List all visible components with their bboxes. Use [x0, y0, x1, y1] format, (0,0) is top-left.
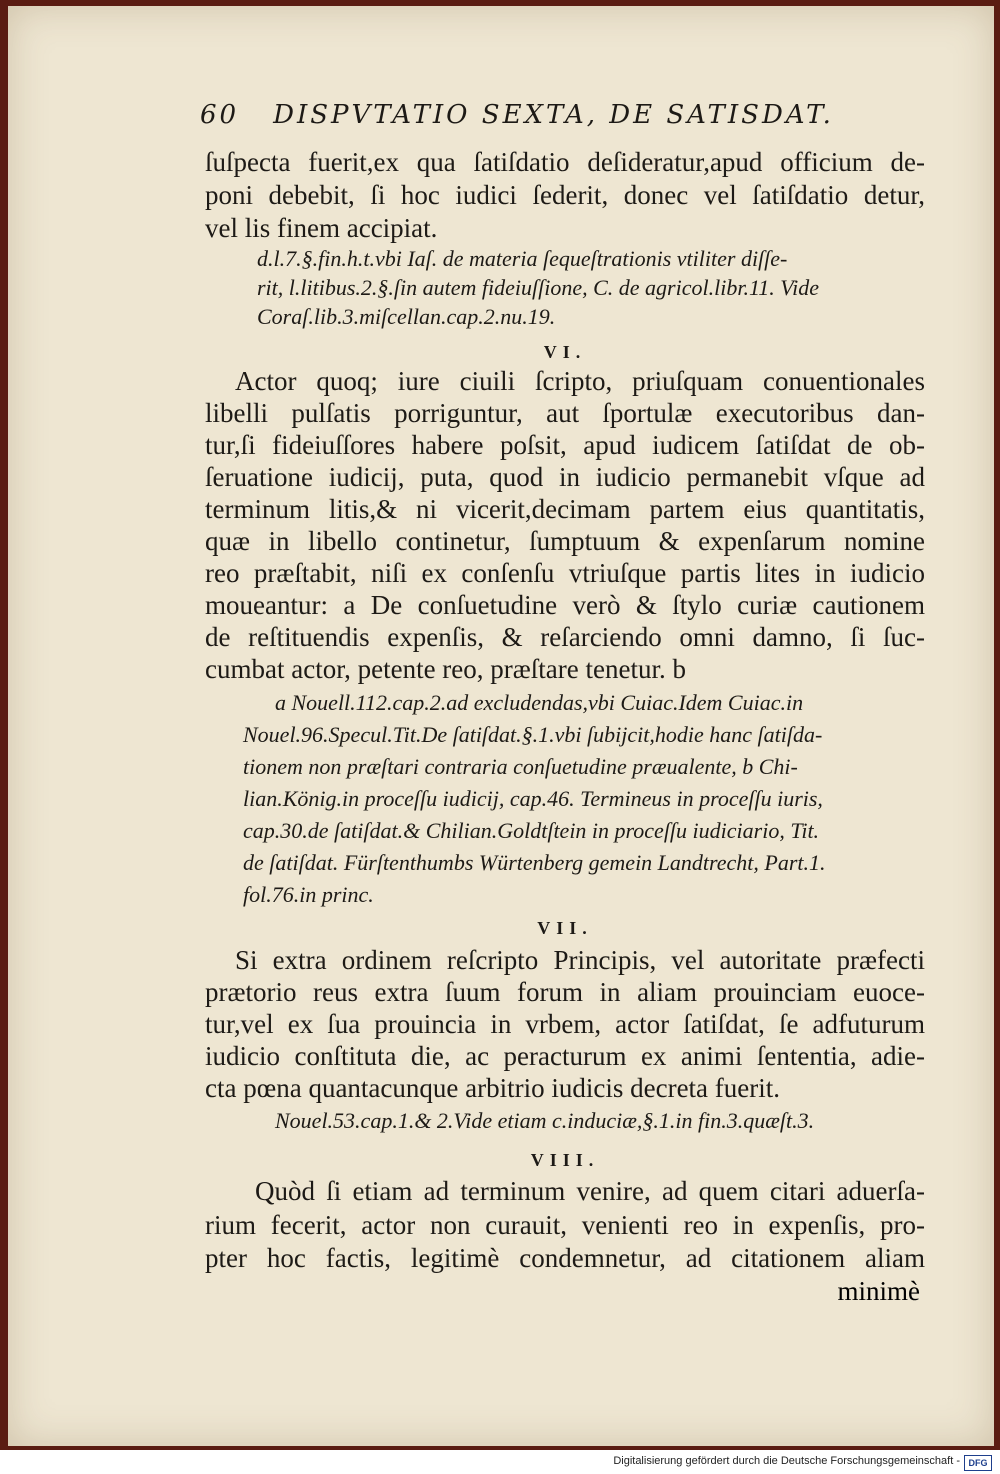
funding-credit: Digitalisierung gefördert durch die Deutsche Forschungsgemeinschaft -: [613, 1455, 960, 1467]
note-line: Nouel.96.Specul.Tit.De ſatiſdat.§.1.vbi ſubijcit,hodie hanc ſatiſda-: [243, 722, 823, 747]
catchword: minimè: [837, 1276, 920, 1306]
note-line: tionem non præſtari contraria conſuetudine præualente, b Chi-: [243, 754, 798, 779]
body-line: ſuſpecta fuerit,ex qua ſatiſdatio deſideratur,apud officium de-: [205, 147, 925, 177]
body-line: Actor quoq; iure ciuili ſcripto, priuſquam conuentionales: [235, 366, 925, 396]
body-line: de reſtituendis expenſis, & reſarciendo omni damno, ſi ſuc-: [205, 622, 925, 652]
body-line: prætorio reus extra ſuum forum in aliam prouinciam euoce-: [205, 977, 925, 1007]
body-line: Si extra ordinem reſcripto Principis, vel autoritate præfecti: [235, 945, 925, 975]
section-heading-vii: VII.: [537, 918, 593, 938]
dfg-logo-icon: DFG: [964, 1455, 992, 1471]
body-line: terminum litis,& ni vicerit,decimam partem eius quantitatis,: [205, 494, 925, 524]
body-line: reo præſtabit, niſi ex conſenſu vtriuſque partis lites in iudicio: [205, 558, 925, 588]
note-line: a Nouell.112.cap.2.ad excludendas,vbi Cuiac.Idem Cuiac.in: [275, 690, 804, 715]
footer-bar: [0, 1450, 1000, 1474]
body-line: iudicio conſtituta die, ac peracturum ex animi ſententia, adie-: [205, 1041, 925, 1071]
body-line: libelli pulſatis porriguntur, aut ſportulæ executoribus dan-: [205, 398, 925, 428]
note-line: Coraſ.lib.3.miſcellan.cap.2.nu.19.: [257, 304, 556, 329]
section-heading-vi: VI.: [543, 342, 587, 362]
note-line: lian.König.in proceſſu iudicij, cap.46. Termineus in proceſſu iuris,: [243, 786, 823, 811]
note-line: rit, l.litibus.2.§.ſin autem fideiuſſione, C. de agricol.libr.11. Vide: [257, 275, 819, 300]
running-title: DISPVTATIO SEXTA, DE SATISDAT.: [273, 100, 834, 130]
body-line: rium fecerit, actor non curauit, venienti reo in expenſis, pro-: [205, 1210, 925, 1240]
body-line: cta pœna quantacunque arbitrio iudicis decreta fuerit.: [205, 1073, 781, 1103]
body-line: Quòd ſi etiam ad terminum venire, ad quem citari aduerſa-: [255, 1176, 925, 1206]
note-line: cap.30.de ſatiſdat.& Chilian.Goldtſtein in proceſſu iudiciario, Tit.: [243, 818, 820, 843]
body-line: tur,ſi fideiuſſores habere poſsit, apud iudicem ſatiſdat de ob-: [205, 430, 925, 460]
body-line: pter hoc factis, legitimè condemnetur, ad citationem aliam: [205, 1243, 925, 1273]
body-line: poni debebit, ſi hoc iudici ſederit, donec vel ſatiſdatio detur,: [205, 180, 925, 210]
note-line: de ſatiſdat. Fürſtenthumbs Würtenberg gemein Landtrecht, Part.1.: [243, 850, 826, 875]
section-heading-viii: VIII.: [530, 1150, 600, 1170]
body-line: quæ in libello continetur, ſumptuum & expenſarum nomine: [205, 526, 925, 556]
page-header: [200, 100, 920, 130]
body-line: ſeruatione iudicij, puta, quod in iudicio permanebit vſque ad: [205, 462, 925, 492]
note-line: fol.76.in princ.: [243, 882, 374, 907]
body-line: tur,vel ex ſua prouincia in vrbem, actor ſatiſdat, ſe adfuturum: [205, 1009, 925, 1039]
note-line: d.l.7.§.fin.h.t.vbi Iaſ. de materia ſequeſtrationis vtiliter diſſe-: [257, 246, 788, 271]
body-line: vel lis finem accipiat.: [205, 213, 438, 243]
body-line: moueantur: a De conſuetudine verò & ſtylo curiæ cautionem: [205, 590, 925, 620]
page-number: 60: [200, 100, 240, 130]
note-line: Nouel.53.cap.1.& 2.Vide etiam c.induciæ,§.1.in fin.3.quæſt.3.: [275, 1108, 815, 1133]
body-line: cumbat actor, petente reo, præſtare tenetur. b: [205, 654, 686, 684]
